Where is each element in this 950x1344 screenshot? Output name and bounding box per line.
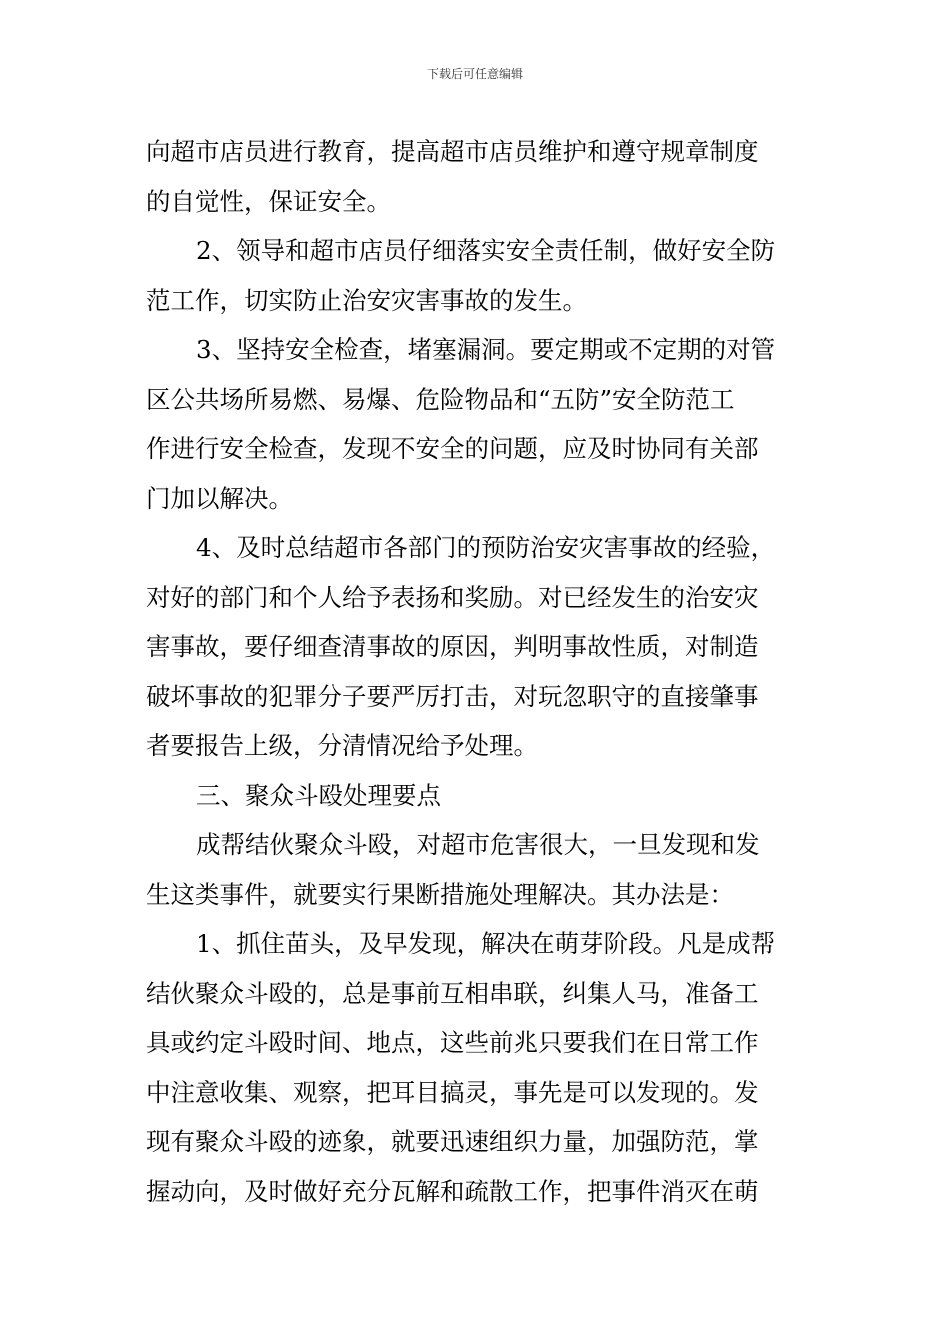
- text-line: 区公共场所易燃、易爆、危险物品和“五防”安全防范工: [146, 384, 735, 414]
- text-line: 门加以解决。: [146, 483, 293, 513]
- text-line: 生这类事件，就要实行果断措施处理解决。其办法是：: [146, 879, 734, 909]
- text-line: 作进行安全检查，发现不安全的问题，应及时协同有关部: [146, 434, 759, 463]
- text-line: 的自觉性，保证安全。: [146, 186, 391, 216]
- text-line: 现有聚众斗殴的迹象，就要迅速组织力量，加强防范，掌: [146, 1127, 759, 1156]
- text-line: 害事故，要仔细查清事故的原因，判明事故性质，对制造: [146, 632, 759, 661]
- text-line: 握动向，及时做好充分瓦解和疏散工作，把事件消灭在萌: [146, 1176, 759, 1206]
- section-heading: 三、聚众斗殴处理要点: [196, 780, 441, 810]
- text-line: 破坏事故的犯罪分子要严厉打击，对玩忽职守的直接肇事: [146, 681, 759, 711]
- text-line: 3、坚持安全检查，堵塞漏洞。要定期或不定期的对管: [196, 335, 776, 364]
- text-line: 范工作，切实防止治安灾害事故的发生。: [146, 285, 587, 315]
- text-line: 中注意收集、观察，把耳目搞灵，事先是可以发现的。发: [146, 1077, 759, 1107]
- text-line: 向超市店员进行教育，提高超市店员维护和遵守规章制度: [146, 137, 759, 166]
- text-line: 对好的部门和个人给予表扬和奖励。对已经发生的治安灾: [146, 582, 759, 612]
- text-line: 2、领导和超市店员仔细落实安全责任制，做好安全防: [196, 236, 776, 265]
- document-body: [146, 127, 806, 1216]
- page-header: 下载后可任意编辑: [426, 67, 523, 81]
- text-line: 成帮结伙聚众斗殴，对超市危害很大，一旦发现和发: [196, 830, 760, 859]
- text-line: 4、及时总结超市各部门的预防治安灾害事故的经验，: [196, 533, 776, 562]
- text-line: 者要报告上级，分清情况给予处理。: [146, 731, 538, 760]
- text-line: 具或约定斗殴时间、地点，这些前兆只要我们在日常工作: [146, 1028, 759, 1057]
- text-line: 1、抓住苗头，及早发现，解决在萌芽阶段。凡是成帮: [196, 929, 776, 958]
- text-line: 结伙聚众斗殴的，总是事前互相串联，纠集人马，准备工: [146, 978, 759, 1008]
